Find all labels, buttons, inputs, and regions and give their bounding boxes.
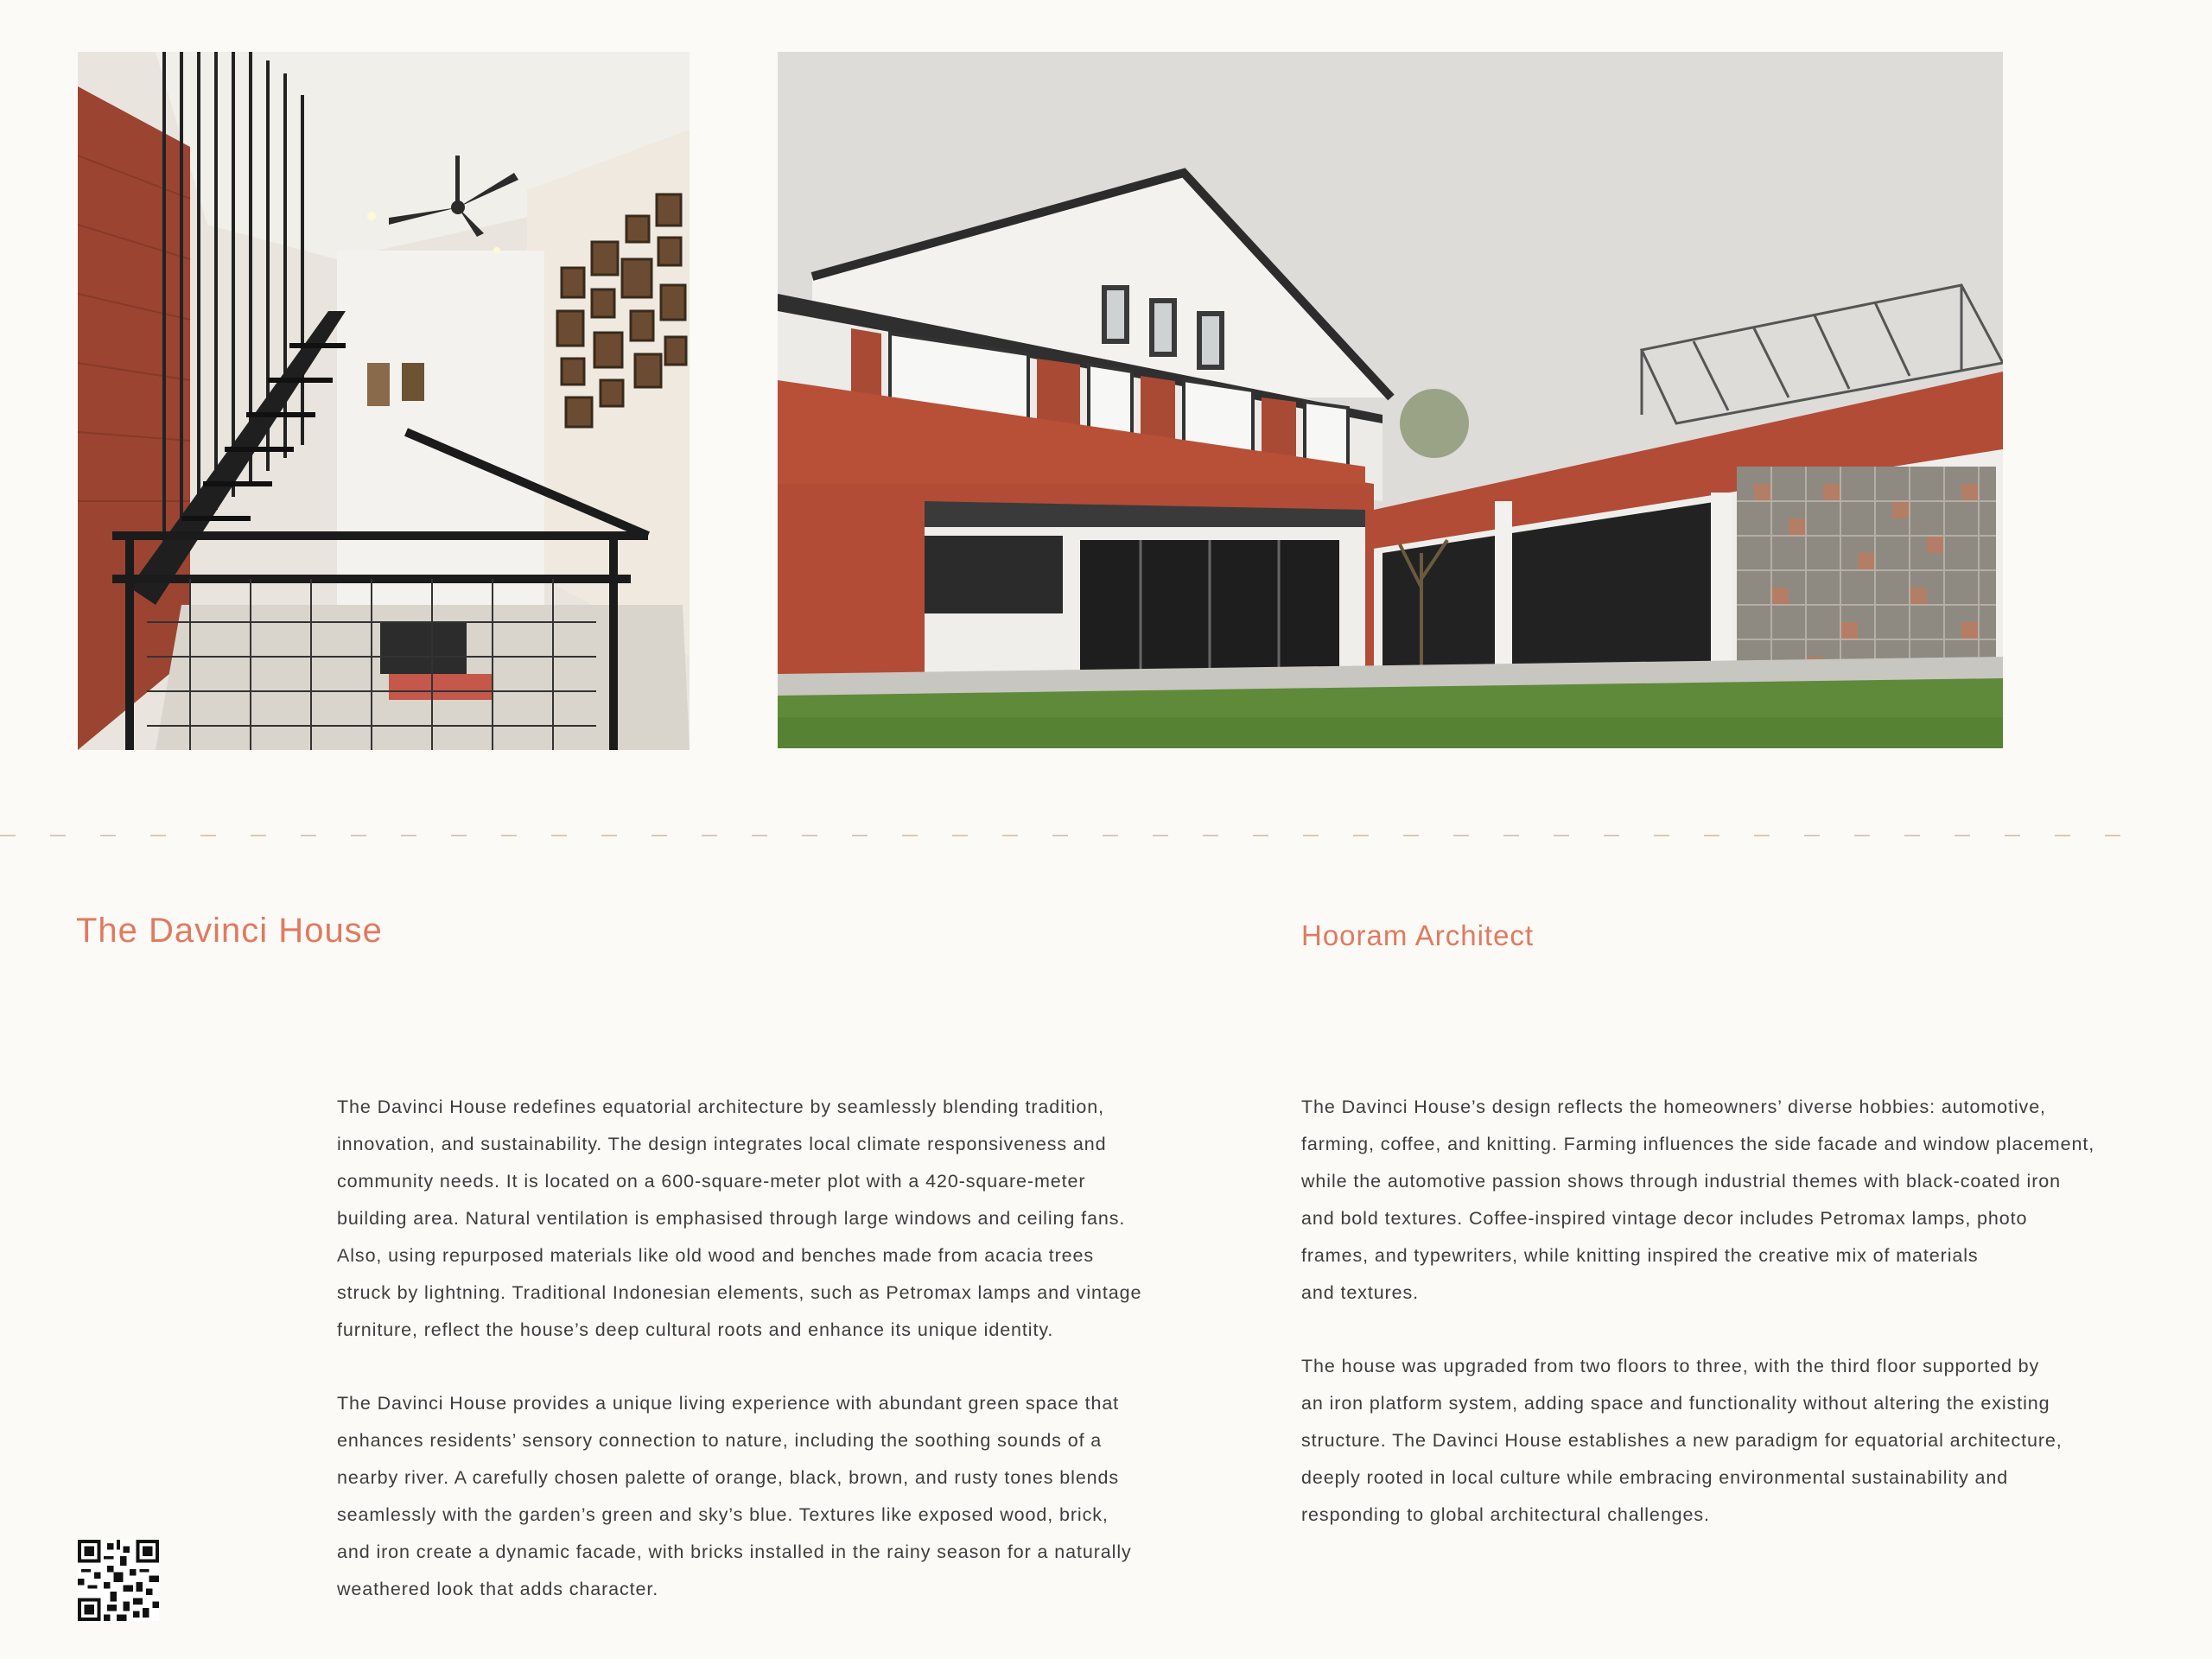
left-paragraph-1: The Davinci House redefines equatorial architecture by seamlessly blending tradition, innovation, and sustainability. The design integrates local climate responsiveness and community needs. It is located on a 600-square-meter plot with a 420-square-meter building area. Natural ventilation is emphasised through large windows and ceiling fans. Also, using repurposed materials like old wood and benches made from acacia trees struck by lightning. Traditional Indonesian elements, such as Petromax lamps and vintage furniture, reflect the house’s deep cultural roots and enhance its unique identity. (337, 1096, 1142, 1340)
left-text-column (337, 1089, 1236, 1644)
left-paragraph-2: The Davinci House provides a unique living experience with abundant green space that enhances residents’ sensory connection to nature, including the soothing sounds of a nearby river. A carefully chosen palette of orange, black, brown, and rusty tones blends seamlessly with the garden’s green and sky’s blue. Textures like exposed wood, brick, and iron create a dynamic facade, with bricks installed in the rainy season for a naturally weathered look that adds character. (337, 1393, 1132, 1599)
interior-staircase-photo (78, 52, 690, 750)
right-paragraph-1: The Davinci House’s design reflects the homeowners’ diverse hobbies: automotive, farming, coffee, and knitting. Farming influences the side facade and window placement, while the automotive passion shows through industrial themes with black-coated iron and bold textures. Coffee-inspired vintage decor includes Petromax lamps, photo frames, and typewriters, while knitting inspired the creative mix of materials and textures. (1301, 1096, 2095, 1303)
exterior-house-photo (778, 52, 2003, 748)
right-paragraph-2: The house was upgraded from two floors to three, with the third floor supported by an iron platform system, adding space and functionality without altering the existing structure. The Davinci House establishes a new paradigm for equatorial architecture, deeply rooted in local culture while embracing environmental sustainability and responding to global architectural challenges. (1301, 1356, 2063, 1525)
project-title: The Davinci House (76, 912, 383, 950)
right-text-column (1301, 1089, 2200, 1570)
page-divider (0, 834, 2143, 837)
architect-name: Hooram Architect (1301, 919, 1535, 951)
qr-code-icon (78, 1540, 159, 1621)
